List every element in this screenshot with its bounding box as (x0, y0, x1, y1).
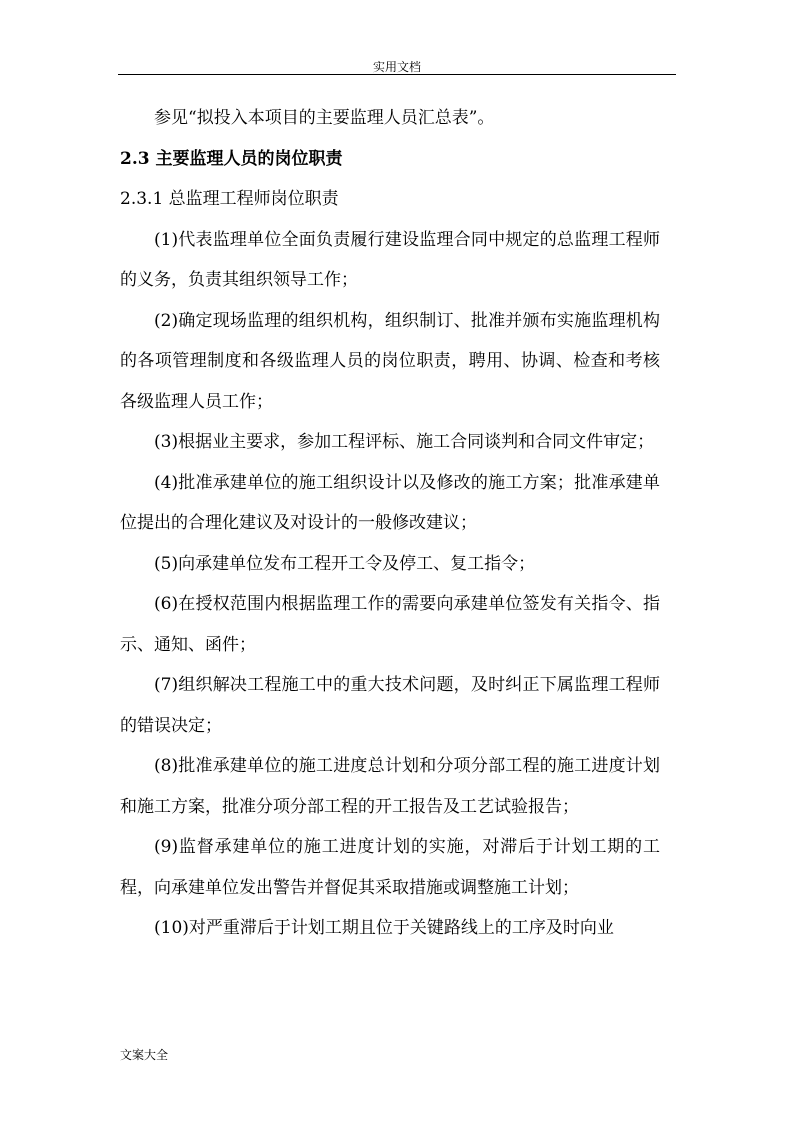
duty-item-6: (6)在授权范围内根据监理工作的需要向承建单位签发有关指令、指示、通知、函件； (120, 594, 660, 655)
duty-item-9: (9)监督承建单位的施工进度计划的实施，对滞后于计划工期的工程，向承建单位发出警告并督促其采取措施或调整施工计划； (120, 837, 660, 898)
duty-item-1: (1)代表监理单位全面负责履行建设监理合同中规定的总监理工程师的义务，负责其组织领导工作； (120, 229, 660, 290)
duty-item-10: (10)对严重滞后于计划工期且位于关键路线上的工序及时向业 (154, 918, 614, 938)
page-footer: 文案大全 (120, 1048, 169, 1062)
duty-item-7: (7)组织解决工程施工中的重大技术问题，及时纠正下属监理工程师的错误决定； (120, 675, 660, 736)
duty-item-5: (5)向承建单位发布工程开工令及停工、复工指令； (154, 553, 536, 574)
duty-item-4: (4)批准承建单位的施工组织设计以及修改的施工方案；批准承建单位提出的合理化建议及对设计的一般修改建议； (120, 472, 660, 533)
intro-paragraph: 参见“拟投入本项目的主要监理人员汇总表”。 (154, 108, 495, 128)
header-rule (118, 74, 676, 75)
duty-item-8: (8)批准承建单位的施工进度总计划和分项分部工程的施工进度计划和施工方案，批准分项分部工程的开工报告及工艺试验报告； (120, 756, 660, 817)
subsection-heading: 2.3.1 总监理工程师岗位职责 (120, 189, 339, 209)
duty-item-2: (2)确定现场监理的组织机构，组织制订、批准并颁布实施监理机构的各项管理制度和各级监理人员的岗位职责，聘用、协调、检查和考核各级监理人员工作； (120, 310, 660, 412)
page-header: 实用文档 (372, 60, 421, 74)
document-body (120, 98, 660, 949)
section-heading: 2.3 主要监理人员的岗位职责 (120, 148, 343, 169)
duty-item-3: (3)根据业主要求，参加工程评标、施工合同谈判和合同文件审定； (154, 432, 655, 452)
